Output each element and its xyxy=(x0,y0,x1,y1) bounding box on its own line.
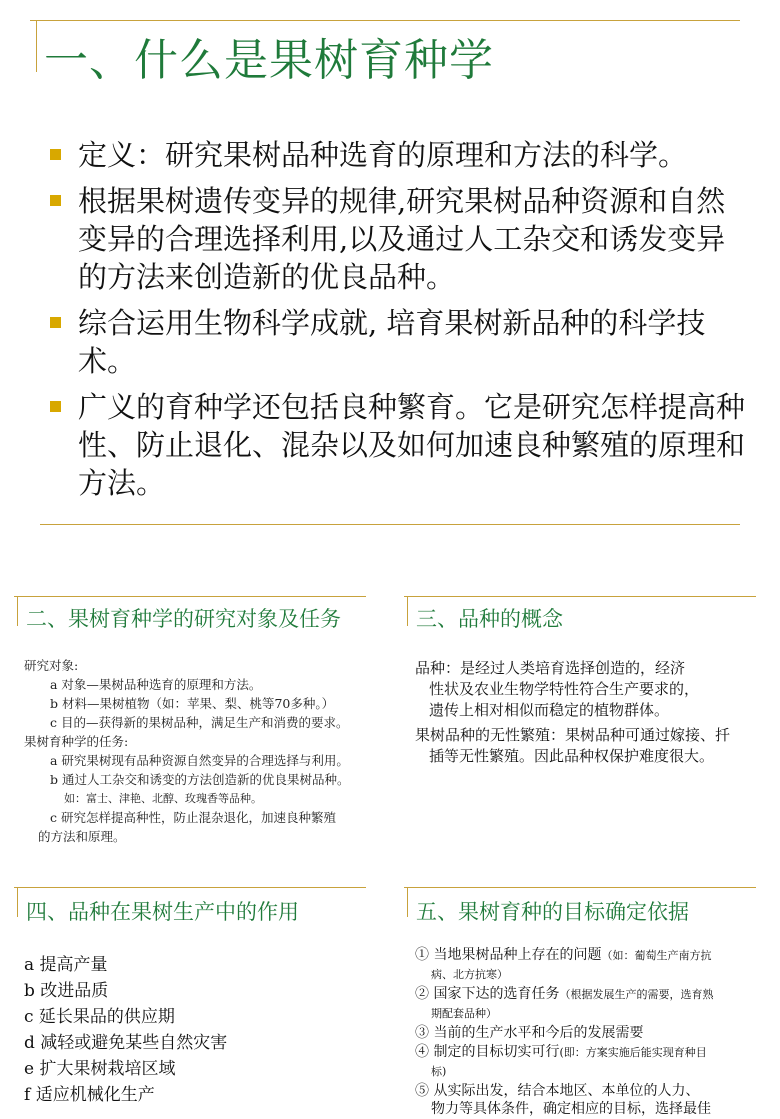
slide1-title: 一、什么是果树育种学 xyxy=(44,35,494,86)
slide5-left-rule xyxy=(407,887,408,917)
bullet-square-icon xyxy=(50,149,61,160)
text-line: 的方法和原理。 xyxy=(38,829,126,844)
bullet-item: 广义的育种学还包括良种繁育。它是研究怎样提高种性、防止退化、混杂以及如何加速良种繁殖的原理和方法。 xyxy=(50,388,750,502)
slide5-top-rule xyxy=(404,887,756,888)
slide5-list xyxy=(415,946,770,1119)
slide3-left-rule xyxy=(407,596,408,626)
slide4-list xyxy=(24,952,227,1108)
list-item: ③ 当前的生产水平和今后的发展需要 xyxy=(415,1025,644,1041)
text-line: c 研究怎样提高种性，防止混杂退化，加速良种繁殖 xyxy=(50,810,336,825)
list-item: f 适应机械化生产 xyxy=(24,1085,155,1105)
list-item: c 延长果品的供应期 xyxy=(24,1007,175,1027)
list-item: d 减轻或避免某些自然灾害 xyxy=(24,1033,228,1053)
text-line: b 材料—果树植物（如：苹果、梨、桃等70多种。） xyxy=(50,696,335,711)
slide4-left-rule xyxy=(17,887,18,917)
list-item: e 扩大果树栽培区域 xyxy=(24,1059,176,1079)
list-item: b 改进品质 xyxy=(24,981,109,1001)
slide5-title: 五、果树育种的目标确定依据 xyxy=(416,900,689,924)
concept-paragraph: 品种：是经过人类培育选择创造的，经济 性状及农业生物学特性符合生产要求的， 遗传上相对相似而稳定的植物群体。 xyxy=(415,659,700,719)
slide1-bullet-list xyxy=(50,136,750,510)
slide2-top-rule xyxy=(14,596,366,597)
slide2-left-rule xyxy=(17,596,18,626)
concept-paragraph: 果树品种的无性繁殖：果树品种可通过嫁接、扦 插等无性繁殖。因此品种权保护难度很大。 xyxy=(415,726,731,765)
text-line: b 通过人工杂交和诱变的方法创造新的优良果树品种。 xyxy=(50,772,350,787)
slide1-top-rule xyxy=(30,20,740,21)
slide1-bottom-rule xyxy=(40,524,740,525)
slide4-title: 四、品种在果树生产中的作用 xyxy=(26,900,299,924)
bullet-square-icon xyxy=(50,317,61,328)
slide3-top-rule xyxy=(404,596,756,597)
text-line: 果树育种学的任务: xyxy=(24,734,129,749)
text-line: 如：富士、津艳、北醇、玫瑰香等品种。 xyxy=(64,792,262,805)
text-line: c 目的—获得新的果树品种，满足生产和消费的要求。 xyxy=(50,715,349,730)
text-line: 研究对象: xyxy=(24,658,79,673)
slide2-body xyxy=(24,656,374,846)
list-item: ① 当地果树品种上存在的问题（如：葡萄生产南方抗 病、北方抗寒） xyxy=(415,947,712,981)
bullet-square-icon xyxy=(50,401,61,412)
list-item: ⑤ 从实际出发，结合本地区、本单位的人力、 物力等具体条件，确定相应的目标，选择最佳 xyxy=(415,1083,711,1117)
slide3-title: 三、品种的概念 xyxy=(416,607,563,631)
list-item: ④ 制定的目标切实可行(即：方案实施后能实现育种目 标) xyxy=(415,1044,707,1078)
slide3-body xyxy=(415,658,770,771)
text-line: a 研究果树现有品种资源自然变异的合理选择与利用。 xyxy=(50,753,349,768)
bullet-item: 定义：研究果树品种选育的原理和方法的科学。 xyxy=(50,136,750,174)
bullet-item: 根据果树遗传变异的规律,研究果树品种资源和自然变异的合理选择利用,以及通过人工杂交和诱发变异的方法来创造新的优良品种。 xyxy=(50,182,750,296)
list-item: ② 国家下达的选育任务（根据发展生产的需要，选育熟 期配套品种） xyxy=(415,986,714,1020)
text-line: a 对象—果树品种选育的原理和方法。 xyxy=(50,677,262,692)
list-item: a 提高产量 xyxy=(24,955,108,975)
bullet-square-icon xyxy=(50,195,61,206)
slide2-title: 二、果树育种学的研究对象及任务 xyxy=(26,607,341,631)
bullet-item: 综合运用生物科学成就, 培育果树新品种的科学技术。 xyxy=(50,304,750,380)
slide1-left-rule xyxy=(36,20,37,72)
slide4-top-rule xyxy=(14,887,366,888)
